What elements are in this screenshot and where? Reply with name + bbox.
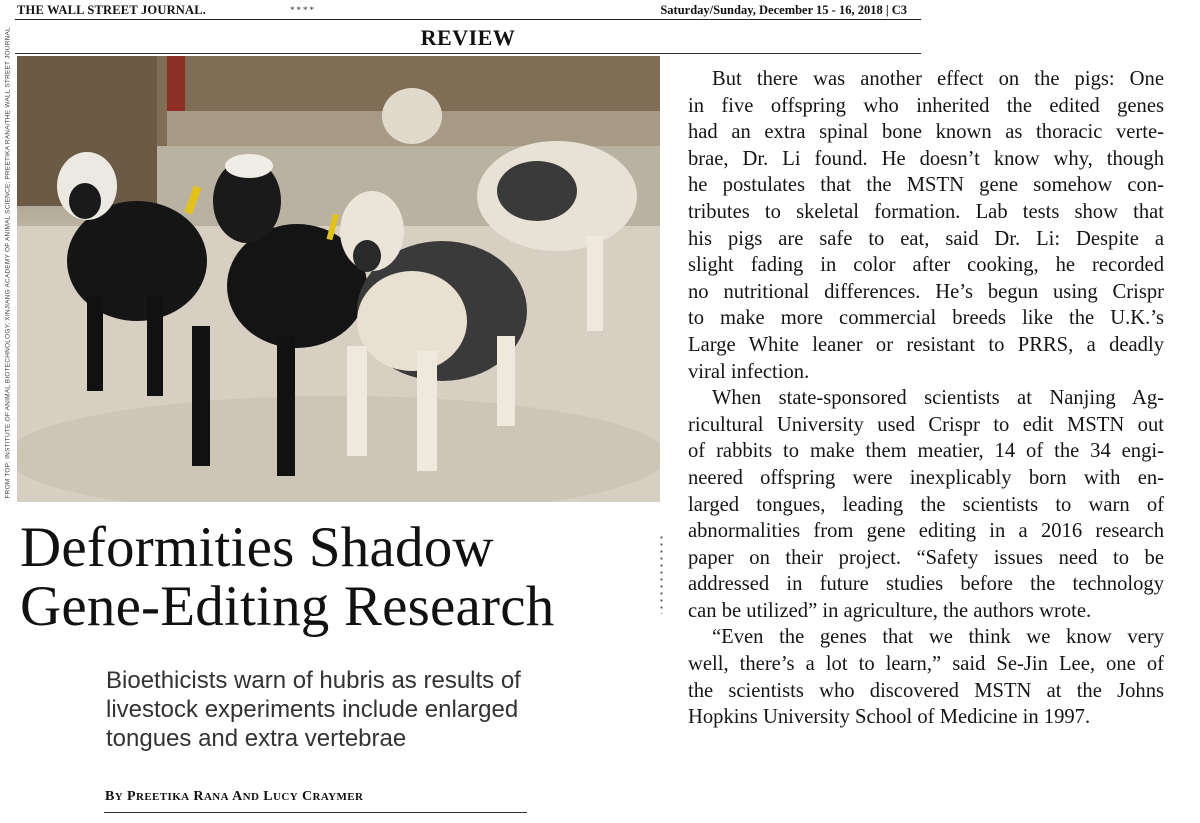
article-line: paper on their project. “Safety issues need to be <box>688 546 1164 569</box>
article-column <box>688 66 1164 731</box>
headline <box>20 518 660 636</box>
article-line: viral infection. <box>688 360 810 383</box>
article-line: well, there’s a lot to learn,” said Se-Jin Lee, one of <box>688 653 1164 676</box>
byline: BY PREETIKA RANA AND LUCY CRAYMER <box>105 789 364 804</box>
article-line: When state-sponsored scientists at Nanjing Ag- <box>712 387 1164 410</box>
article-paragraph <box>688 385 1164 624</box>
masthead <box>15 0 921 21</box>
headline-line-2: Gene-Editing Research <box>20 575 555 638</box>
section-name: REVIEW <box>420 25 516 50</box>
lambs-illustration <box>17 56 660 502</box>
article-line: in five offspring who inherited the edited genes <box>688 94 1164 117</box>
headline-line-1: Deformities Shadow <box>20 516 494 579</box>
lambs-photo <box>17 56 660 502</box>
article-paragraph <box>688 624 1164 730</box>
masthead-rule <box>15 19 921 20</box>
article-line: his pigs are safe to eat, said Dr. Li: Despite a <box>688 227 1164 250</box>
article-line: he postulates that the MSTN gene somehow con- <box>688 174 1164 197</box>
article-line: slight fading in color after cooking, he recorded <box>688 254 1164 277</box>
article-line: tributes to skeletal formation. Lab tests show that <box>688 200 1164 223</box>
article-line: to make more commercial breeds like the U.K.’s <box>688 307 1164 330</box>
edition-stars: **** <box>290 5 316 15</box>
dateline: Saturday/Sunday, December 15 - 16, 2018 | C3 <box>660 3 907 17</box>
section-rule <box>15 53 921 54</box>
dek-subheadline: Bioethicists warn of hubris as results of livestock experiments include enlarged tongues and extra vertebrae <box>106 667 521 752</box>
article-paragraph <box>688 66 1164 385</box>
article-line: addressed in future studies before the technology <box>688 573 1164 596</box>
article-line: larged tongues, leading the scientists to warn of <box>688 493 1164 516</box>
article-line: “Even the genes that we think we know very <box>712 626 1164 649</box>
article-line: Hopkins University School of Medicine in 1997. <box>688 706 1091 729</box>
article-line: brae, Dr. Li found. He doesn’t know why, though <box>688 147 1164 170</box>
newspaper-name: THE WALL STREET JOURNAL. <box>17 3 207 17</box>
article-line: of rabbits to make them meatier, 14 of the 34 engi- <box>688 440 1164 463</box>
photo-credit <box>1 27 15 500</box>
byline-rule <box>104 812 527 813</box>
article-line: had an extra spinal bone known as thoracic verte- <box>688 121 1164 144</box>
article-line: But there was another effect on the pigs: One <box>712 68 1164 90</box>
article-line: Large White leaner or resistant to PRRS, a deadly <box>688 333 1164 356</box>
article-line: the scientists who discovered MSTN at the Johns <box>688 679 1164 702</box>
article-line: ricultural University used Crispr to edit MSTN out <box>688 413 1164 436</box>
photo-credit-text: FROM TOP: INSTITUTE OF ANIMAL BIOTECHNOLOGY, XINJIANG ACADEMY OF ANIMAL SCIENCE; PREETIKA RANA/THE WALL STREET JOURNAL <box>4 27 12 499</box>
article-line: neered offspring were inexplicably born with en- <box>688 466 1164 489</box>
article-line: can be utilized” in agriculture, the authors wrote. <box>688 599 1092 622</box>
column-divider <box>660 534 663 614</box>
article-line: no nutritional differences. He’s begun using Crispr <box>688 280 1164 303</box>
article-line: abnormalities from gene editing in a 2016 research <box>688 520 1164 543</box>
